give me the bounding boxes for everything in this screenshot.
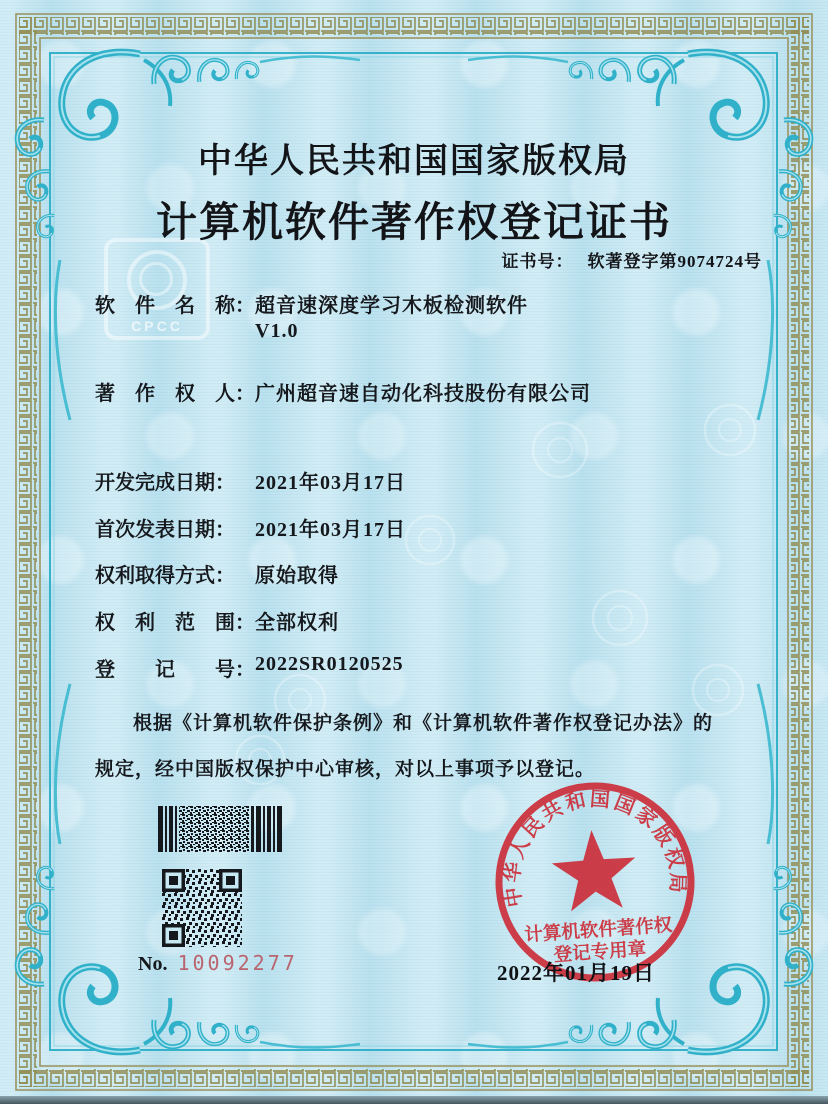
registration-no-label: 登 记 号： [95, 659, 255, 681]
cpcc-watermark-text: CPCC [131, 318, 183, 334]
qr-code [162, 869, 242, 947]
certificate-number-label: 证书号： [501, 252, 574, 271]
serial-number-line [138, 951, 298, 976]
copyright-owner-value: 广州超音速自动化科技股份有限公司 [255, 383, 591, 405]
serial-number-label: No. [138, 953, 168, 975]
copyright-owner-label: 著 作 权 人： [95, 383, 255, 405]
stamp-line-2: 登记专用章 [553, 939, 647, 967]
barcode [158, 806, 282, 852]
dev-complete-date-label: 开发完成日期： [95, 472, 235, 494]
registration-no-value: 2022SR0120525 [255, 653, 404, 675]
certificate-number-value: 软著登字第9074724号 [587, 252, 762, 271]
certificate-title: 计算机软件著作权登记证书 [156, 199, 672, 245]
statement-line-2: 规定，经中国版权保护中心审核，对以上事项予以登记。 [95, 759, 596, 780]
scan-edge-shadow [0, 1096, 828, 1104]
certificate-number-line [502, 247, 763, 272]
first-publish-date-label: 首次发表日期： [95, 519, 235, 541]
star-icon [550, 827, 639, 912]
stamp-line-1: 计算机软件著作权 [523, 915, 673, 947]
software-name-value: 超音速深度学习木板检测软件 [255, 295, 528, 317]
right-acquire-method-value: 原始取得 [255, 565, 339, 587]
software-version-value: V1.0 [255, 320, 299, 342]
first-publish-date-value: 2021年03月17日 [255, 519, 406, 541]
dev-complete-date-value: 2021年03月17日 [255, 472, 406, 494]
statement-line-1: 根据《计算机软件保护条例》和《计算机软件著作权登记办法》的 [133, 713, 714, 734]
stamp-arc-text: 中华人民共和国国家版权局 [501, 788, 689, 909]
right-scope-label: 权 利 范 围： [95, 612, 255, 634]
right-acquire-method-label: 权利取得方式： [95, 565, 235, 587]
issue-date: 2022年01月19日 [497, 961, 655, 985]
authority-title: 中华人民共和国国家版权局 [198, 143, 630, 180]
serial-number-value: 10092277 [177, 951, 298, 975]
right-scope-value: 全部权利 [255, 612, 339, 634]
software-name-label: 软 件 名 称： [95, 295, 255, 317]
